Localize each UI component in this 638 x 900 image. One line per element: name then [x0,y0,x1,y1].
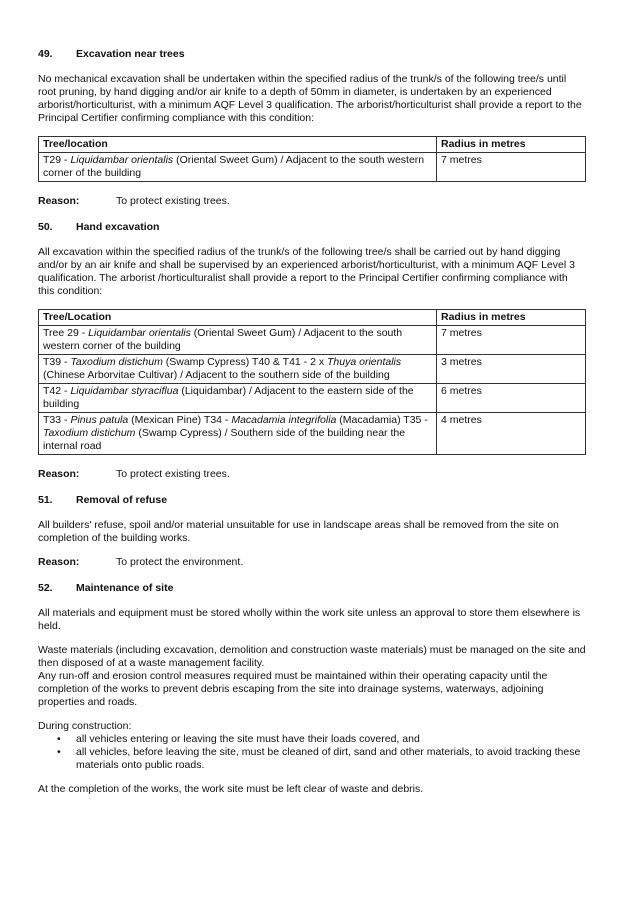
section-49-body: No mechanical excavation shall be undertaken within the specified radius of the trunk/s of the following tree/s until root pruning, by hand digging and/or air knife to a depth of 50mm in diameter, is undertaken by an experienced arborist/horticulturist, with a minimum AQF Level 3 qualification. The arborist/horticulturist shall provide a report to the Principal Certifier confirming compliance with this condition: [38,73,582,124]
section-50-reason [38,468,586,481]
section-title: Removal of refuse [76,494,168,506]
column-header-tree: Tree/location [39,137,437,153]
section-title: Hand excavation [76,221,160,233]
tree-cell: T42 - Liquidambar styraciflua (Liquidambar) / Adjacent to the eastern side of the building [39,384,437,413]
radius-cell: 6 metres [437,384,586,413]
table-row [39,355,586,384]
section-52-paragraph: At the completion of the works, the work site must be left clear of waste and debris. [38,783,424,795]
section-50-heading [38,221,586,234]
table-row [39,384,586,413]
reason-label: Reason: [38,556,80,568]
radius-cell: 4 metres [437,413,586,455]
tree-cell: Tree 29 - Liquidambar orientalis (Oriental Sweet Gum) / Adjacent to the south western corner of the building [39,326,437,355]
section-number: 50. [38,221,53,233]
section-51-body: All builders' refuse, spoil and/or material unsuitable for use in landscape areas shall be removed from the site on completion of the building works. [38,519,559,544]
section-52-paragraph: Any run-off and erosion control measures required must be maintained within their operating capacity until the completion of the works to prevent debris escaping from the site into drainage systems, waterways, adjoining properties and roads. [38,670,548,708]
list-item: • all vehicles, before leaving the site, must be cleaned of dirt, sand and other materials, to avoid tracking these materials onto public roads. [76,746,586,772]
section-49-heading [38,48,586,61]
table-header-row [39,310,586,326]
section-number: 52. [38,582,53,594]
section-50-tree-table [38,309,586,455]
list-item: • all vehicles entering or leaving the site must have their loads covered, and [76,733,586,746]
section-51-heading [38,494,586,507]
reason-text: To protect the environment. [116,556,244,568]
column-header-radius: Radius in metres [437,137,586,153]
table-row [39,326,586,355]
section-title: Excavation near trees [76,48,185,60]
section-52-paragraph: All materials and equipment must be stored wholly within the work site unless an approval to store them elsewhere is held. [38,607,581,632]
radius-cell: 7 metres [437,153,586,182]
bullet-list [38,733,586,772]
reason-text: To protect existing trees. [116,195,230,207]
section-51-reason [38,556,586,569]
radius-cell: 3 metres [437,355,586,384]
column-header-tree: Tree/Location [39,310,437,326]
table-header-row [39,137,586,153]
section-number: 51. [38,494,53,506]
section-52-paragraph: During construction: [38,720,132,732]
tree-cell: T29 - Liquidambar orientalis (Oriental Sweet Gum) / Adjacent to the south western corner of the building [39,153,437,182]
section-title: Maintenance of site [76,582,174,594]
column-header-radius: Radius in metres [437,310,586,326]
document-page [38,48,586,807]
section-52-heading [38,582,586,595]
radius-cell: 7 metres [437,326,586,355]
section-52-paragraph: Waste materials (including excavation, demolition and construction waste materials) must be managed on the site and then disposed of at a waste management facility. [38,644,586,669]
section-49-tree-table [38,136,586,182]
table-row [39,153,586,182]
section-49-reason [38,195,586,208]
reason-text: To protect existing trees. [116,468,230,480]
reason-label: Reason: [38,195,80,207]
table-row [39,413,586,455]
section-50-body: All excavation within the specified radius of the trunk/s of the following tree/s shall be carried out by hand digging and/or by an air knife and shall be supervised by an experienced arborist/horticulturist, with a minimum AQF Level 3 qualification. The arborist /horticulturalist shall provide a report to the Principal Certifier confirming compliance with this condition: [38,246,575,297]
reason-label: Reason: [38,468,80,480]
section-number: 49. [38,48,53,60]
tree-cell: T33 - Pinus patula (Mexican Pine) T34 - Macadamia integrifolia (Macadamia) T35 - Taxodium distichum (Swamp Cypress) / Southern side of the building near the internal road [39,413,437,455]
tree-cell: T39 - Taxodium distichum (Swamp Cypress) T40 & T41 - 2 x Thuya orientalis (Chinese Arborvitae Cultivar) / Adjacent to the southern side of the building [39,355,437,384]
